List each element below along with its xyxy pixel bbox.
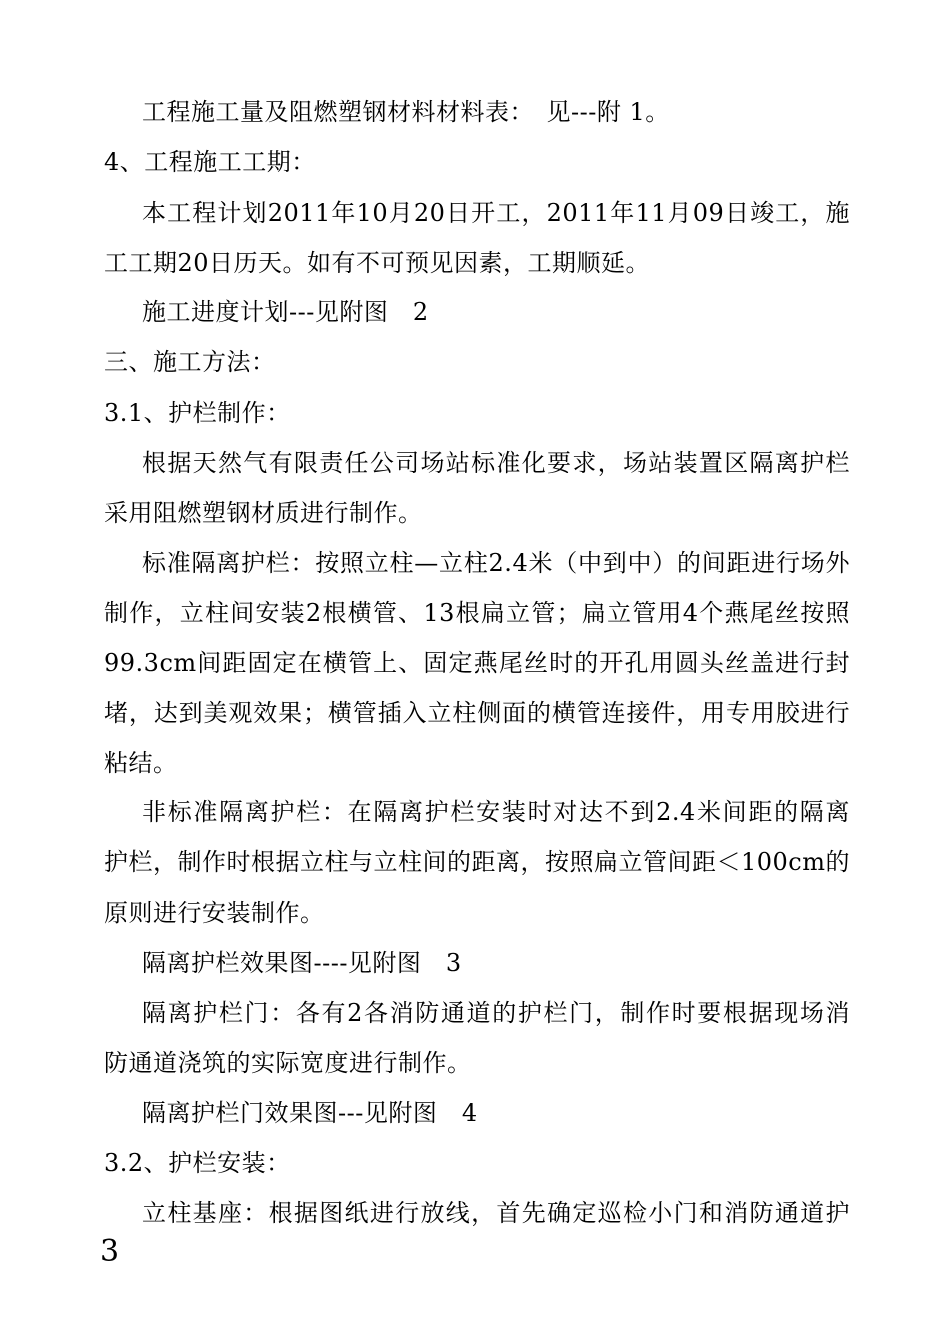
paragraph-line: 立柱基座：根据图纸进行放线，首先确定巡检小门和消防通道护 <box>142 1199 850 1227</box>
page-number: 3 <box>100 1234 120 1269</box>
paragraph-line: 本工程计划2011年10月20日开工，2011年11月09日竣工，施 <box>142 199 850 227</box>
paragraph-line: 隔离护栏门：各有2各消防通道的护栏门，制作时要根据现场消 <box>142 999 850 1027</box>
paragraph-line: 护栏，制作时根据立柱与立柱间的距离，按照扁立管间距＜100cm的 <box>104 848 851 876</box>
section-heading-construction-method: 三、施工方法： <box>104 348 276 376</box>
paragraph-line: 采用阻燃塑钢材质进行制作。 <box>104 499 423 527</box>
paragraph-line: 粘结。 <box>104 749 178 777</box>
subsection-heading-railing-installation: 3.2、护栏安装： <box>104 1149 291 1177</box>
schedule-reference: 施工进度计划---见附图 2 <box>142 298 429 326</box>
subsection-heading-railing-fabrication: 3.1、护栏制作： <box>104 399 291 427</box>
paragraph-line: 工工期20日历天。如有不可预见因素，工期顺延。 <box>104 249 651 277</box>
section-heading-construction-period: 4、工程施工工期： <box>104 148 316 176</box>
paragraph-line: 非标准隔离护栏：在隔离护栏安装时对达不到2.4米间距的隔离 <box>142 798 850 826</box>
paragraph-line: 堵，达到美观效果；横管插入立柱侧面的横管连接件，用专用胶进行 <box>104 699 850 727</box>
paragraph-line: 制作，立柱间安装2根横管、13根扁立管；扁立管用4个燕尾丝按照 <box>104 599 850 627</box>
paragraph-line: 防通道浇筑的实际宽度进行制作。 <box>104 1049 472 1077</box>
railing-gate-effect-reference: 隔离护栏门效果图---见附图 4 <box>142 1099 478 1127</box>
paragraph-line: 99.3cm间距固定在横管上、固定燕尾丝时的开孔用圆头丝盖进行封 <box>104 649 850 677</box>
material-table-reference: 工程施工量及阻燃塑钢材料材料表： 见---附 1。 <box>142 98 670 126</box>
railing-effect-reference: 隔离护栏效果图----见附图 3 <box>142 949 462 977</box>
paragraph-line: 根据天然气有限责任公司场站标准化要求，场站装置区隔离护栏 <box>142 449 850 477</box>
paragraph-line: 原则进行安装制作。 <box>104 899 325 927</box>
paragraph-line: 标准隔离护栏：按照立柱—立柱2.4米（中到中）的间距进行场外 <box>142 549 850 577</box>
